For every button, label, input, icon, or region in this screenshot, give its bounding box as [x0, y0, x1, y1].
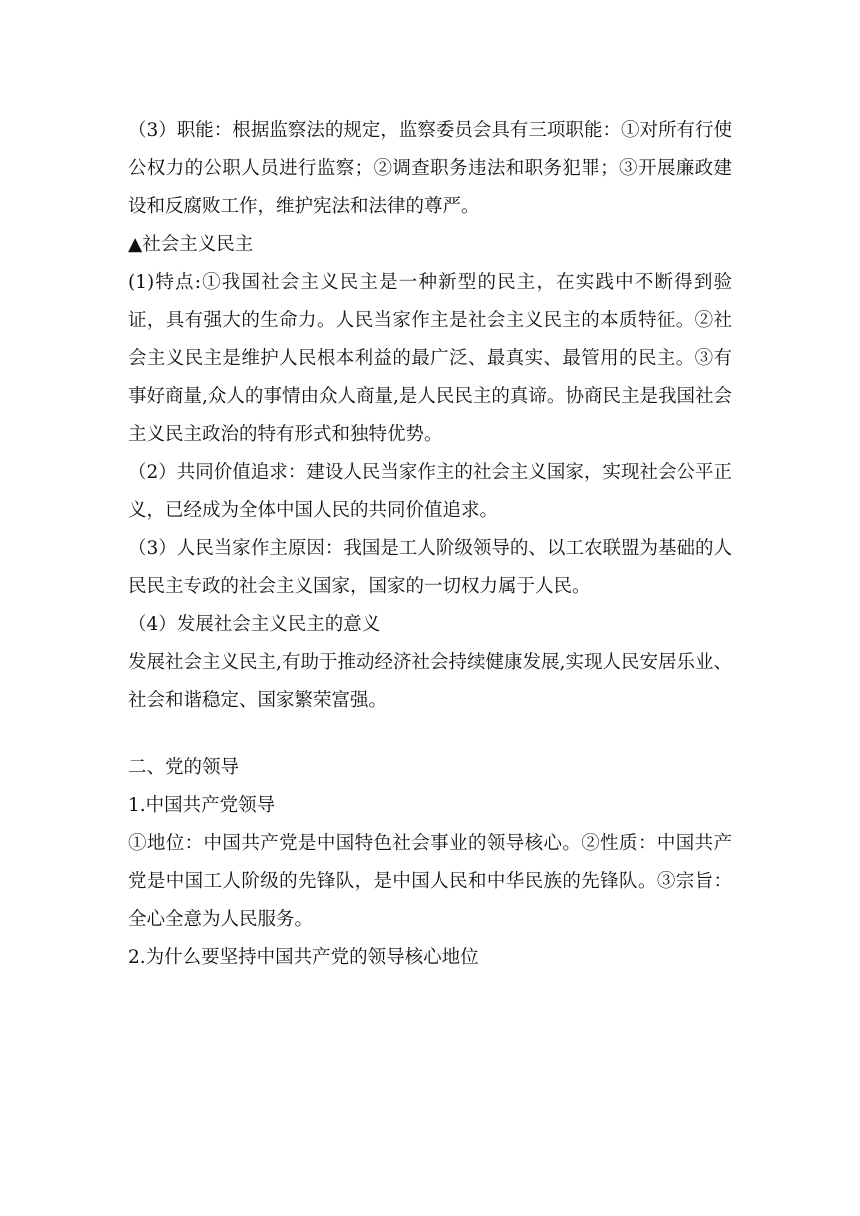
- paragraph-common-value: （2）共同价值追求：建设人民当家作主的社会主义国家，实现社会公平正义，已经成为全体中国人民的共同价值追求。: [128, 462, 732, 521]
- paragraph-democracy-features: (1)特点:①我国社会主义民主是一种新型的民主，在实践中不断得到验证，具有强大的生命力。人民当家作主是社会主义民主的本质特征。②社会主义民主是维护人民根本利益的最广泛、最真实、最管用的民主。③有事好商量,众人的事情由众人商量,是人民民主的真谛。协商民主是我国社会主义民主政治的特有形式和独特优势。: [128, 272, 732, 445]
- paragraph-supervision-functions: （3）职能：根据监察法的规定，监察委员会具有三项职能：①对所有行使公权力的公职人员进行监察；②调查职务违法和职务犯罪；③开展廉政建设和反腐败工作，维护宪法和法律的尊严。: [128, 120, 732, 217]
- paragraph-democracy-significance: 发展社会主义民主,有助于推动经济社会持续健康发展,实现人民安居乐业、社会和谐稳定、国家繁荣富强。: [128, 652, 732, 711]
- document-body: [128, 112, 732, 977]
- heading-party-leadership: 二、党的领导: [128, 757, 240, 778]
- paragraph-cpc-status: ①地位：中国共产党是中国特色社会事业的领导核心。②性质：中国共产党是中国工人阶级的先锋队，是中国人民和中华民族的先锋队。③宗旨：全心全意为人民服务。: [128, 833, 732, 930]
- heading-socialist-democracy: ▲社会主义民主: [128, 234, 254, 255]
- heading-democracy-significance: （4）发展社会主义民主的意义: [128, 614, 381, 635]
- heading-cpc-leadership: 1.中国共产党领导: [128, 795, 276, 816]
- paragraph-people-masters-reason: （3）人民当家作主原因：我国是工人阶级领导的、以工农联盟为基础的人民民主专政的社会主义国家，国家的一切权力属于人民。: [128, 538, 732, 597]
- section-gap: [128, 720, 732, 749]
- heading-why-uphold-leadership: 2.为什么要坚持中国共产党的领导核心地位: [128, 947, 479, 968]
